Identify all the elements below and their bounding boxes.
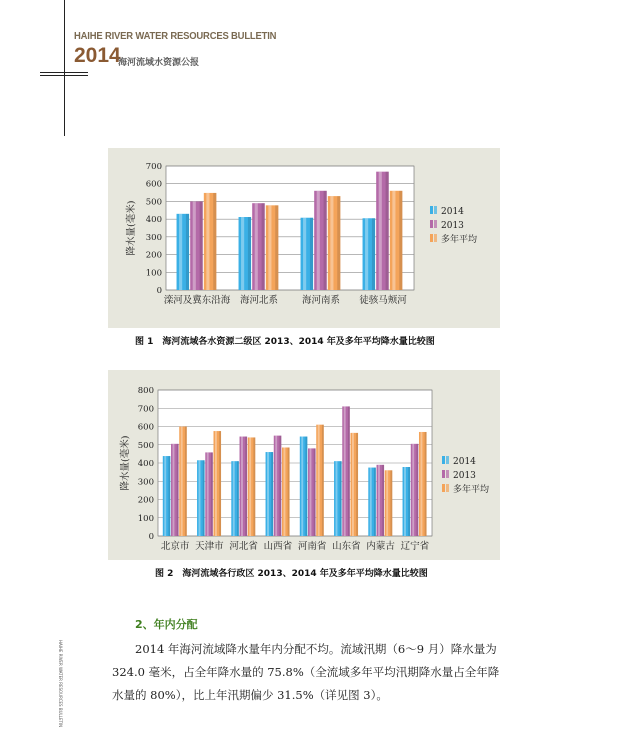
bar-2013 [252,203,265,290]
y-tick-label: 500 [137,440,154,451]
bar-多年平均 [248,437,256,536]
bar-2013 [411,444,419,536]
legend-label: 多年平均 [453,485,490,495]
figure1-bar-chart [108,148,500,328]
y-tick-label: 700 [145,162,162,172]
legend-label: 多年平均 [441,235,478,245]
bar-2014 [231,461,239,536]
legend-label: 2013 [453,471,476,481]
bar-多年平均 [213,431,221,536]
y-tick-label: 0 [156,286,162,296]
section-heading: 2、年内分配 [135,618,198,631]
x-tick-label: 滦河及冀东沿海 [163,295,231,306]
x-tick-label: 海河北系 [239,295,279,306]
x-tick-label: 海河南系 [301,295,341,306]
x-tick-label: 山东省 [332,541,361,552]
bar-多年平均 [419,432,427,536]
bar-2013 [342,406,350,536]
bar-多年平均 [316,425,324,536]
bar-2013 [377,465,385,536]
figure2-caption: 图 2 海河流域各行政区 2013、2014 年及多年平均降水量比较图 [155,569,428,579]
y-tick-label: 700 [137,404,154,415]
legend-entry [442,470,476,481]
header-horizontal-rule [40,72,88,73]
bar-多年平均 [328,196,341,290]
legend-entry [442,483,489,495]
bulletin-title-cn: 海河流域水资源公报 [118,58,200,68]
y-tick-label: 300 [145,232,162,243]
legend-label: 2014 [453,457,476,467]
bar-2013 [240,437,248,536]
bar-2014 [266,452,274,536]
y-tick-label: 600 [137,422,154,433]
x-tick-label: 河北省 [229,541,258,552]
legend-entry [430,206,464,217]
header-vertical-rule [64,0,65,136]
y-tick-label: 200 [137,495,154,506]
y-tick-label: 0 [148,532,154,542]
bar-2014 [239,217,252,290]
bar-2013 [314,191,327,290]
bar-2014 [300,437,308,536]
y-tick-label: 400 [145,215,162,226]
bar-2014 [363,218,376,290]
bar-多年平均 [390,191,403,290]
bar-2013 [274,436,282,536]
bar-2013 [376,172,389,290]
figure2-chart-panel [108,370,500,560]
x-tick-label: 山西省 [263,541,293,552]
y-tick-label: 200 [145,250,162,261]
y-tick-label: 800 [137,386,154,396]
x-tick-label: 北京市 [160,541,190,552]
bar-2014 [177,214,190,290]
bar-2014 [301,218,314,290]
bar-多年平均 [350,433,358,536]
y-tick-label: 100 [137,513,154,524]
y-tick-label: 500 [145,197,162,208]
x-tick-label: 河南省 [297,541,327,552]
bar-2014 [368,468,376,536]
bar-2014 [403,467,411,536]
header-horizontal-rule-2 [40,75,88,76]
figure1-chart-panel [108,148,500,328]
x-tick-label: 徒骇马颊河 [359,295,407,306]
legend-entry [430,233,477,245]
bar-多年平均 [282,447,290,536]
bar-多年平均 [179,427,187,537]
legend-entry [442,456,476,467]
x-tick-label: 辽宁省 [400,541,430,552]
bar-2014 [197,460,205,536]
figure2-bar-chart [108,370,500,560]
bar-2013 [308,448,316,536]
bar-多年平均 [204,193,217,290]
legend-entry [430,220,464,231]
bar-2013 [171,444,179,536]
bar-多年平均 [385,470,393,536]
bar-2014 [163,456,171,536]
side-margin-text: HAIHE RIVER WATER RESOURCES BULLETIN [58,640,63,728]
figure1-caption: 图 1 海河流域各水资源二级区 2013、2014 年及多年平均降水量比较图 [135,337,435,347]
bar-2013 [190,201,203,290]
y-tick-label: 100 [145,268,162,279]
bulletin-year: 2014 [74,44,121,67]
y-tick-label: 600 [145,179,162,190]
legend-label: 2013 [441,221,464,231]
x-tick-label: 天津市 [195,541,224,552]
legend-label: 2014 [441,207,464,217]
y-axis-label: 降水量(毫米) [120,435,131,491]
bar-2014 [334,461,342,536]
y-axis-label: 降水量(毫米) [126,200,137,256]
bar-多年平均 [266,205,279,290]
bar-2013 [205,452,213,536]
x-tick-label: 内蒙古 [366,541,395,552]
bulletin-title-en: HAIHE RIVER WATER RESOURCES BULLETIN [74,30,277,42]
section-paragraph: 2014 年海河流域降水量年内分配不均。流域汛期（6～9 月）降水量为 324.0 毫米，占全年降水量的 75.8%（全流域多年平均汛期降水量占全年降水量的 80%），比上年汛期偏少 31.5%（详见图 3）。 [112,642,500,702]
y-tick-label: 300 [137,477,154,488]
y-tick-label: 400 [137,459,154,469]
